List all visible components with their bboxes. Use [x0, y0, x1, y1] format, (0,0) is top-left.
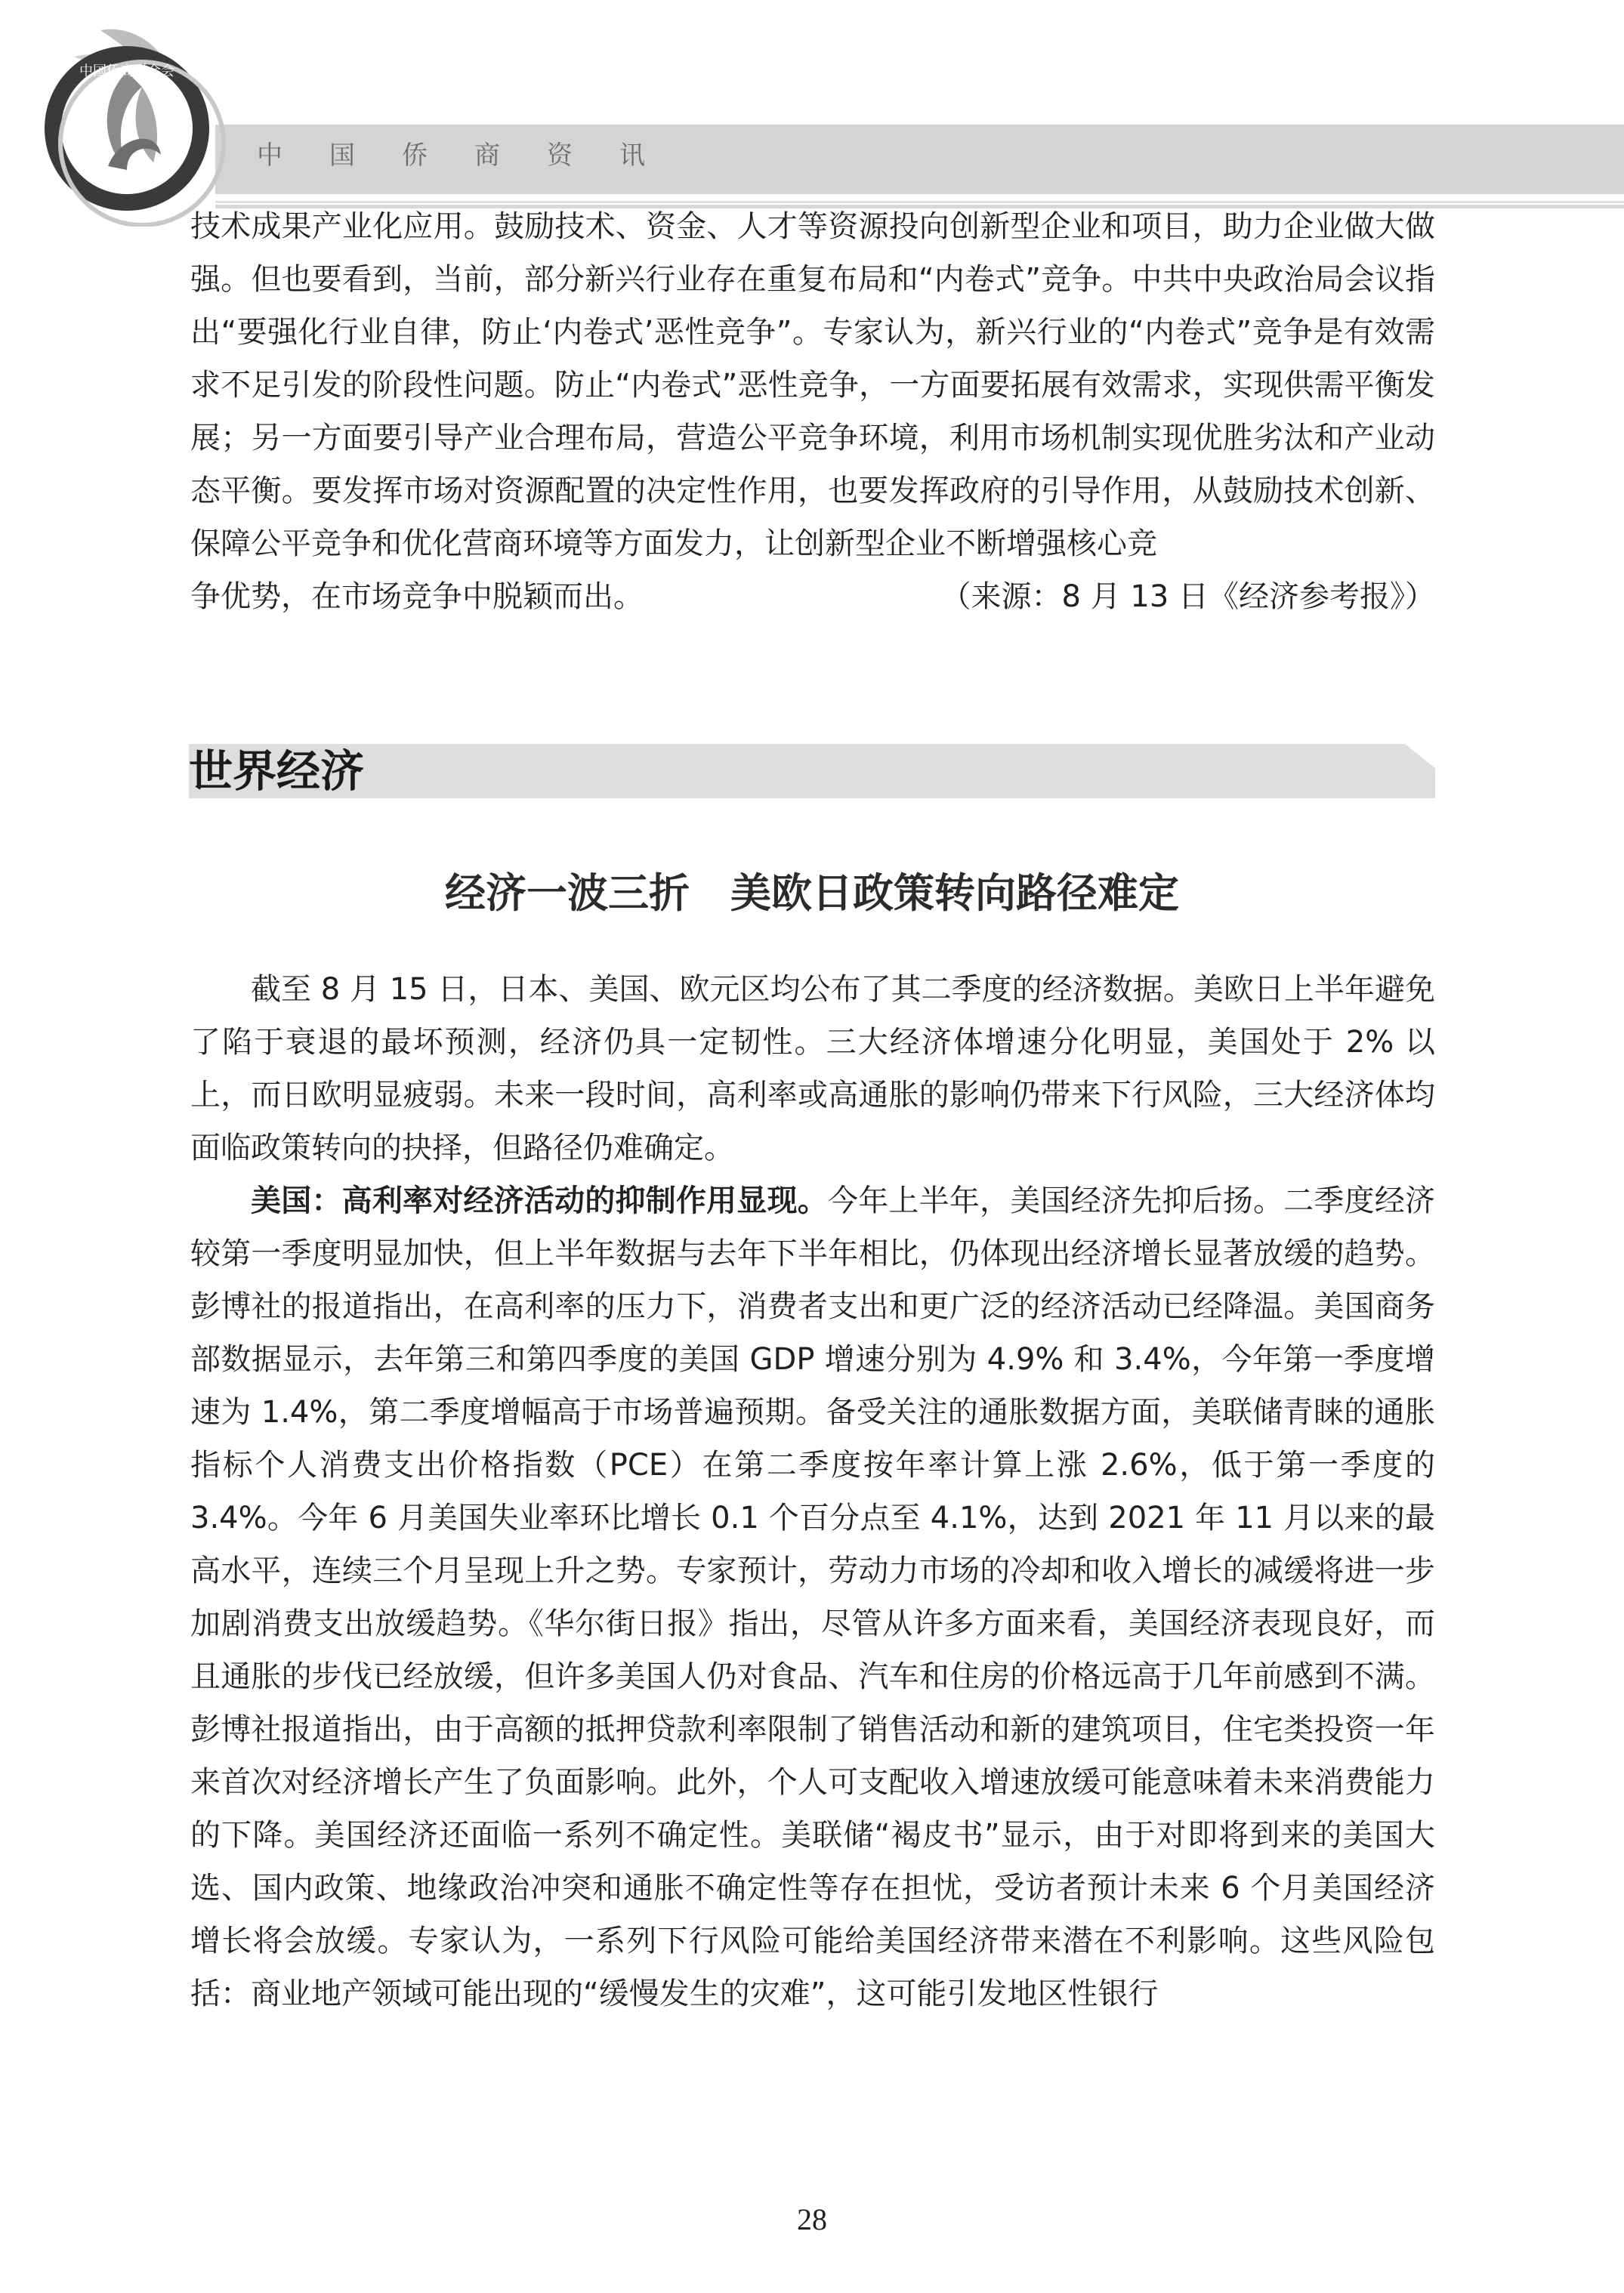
paragraph-text: 截至 8 月 15 日，日本、美国、欧元区均公布了其二季度的经济数据。美欧日上半年避免了陷于衰退的最坏预测，经济仍具一定韧性。三大经济体增速分化明显，美国处于 2% 以上，而日欧明显疲弱。未来一段时间，高利率或高通胀的影响仍带来下行风险，三大经济体均面临政策转向的抉择，但路径仍难确定。: [190, 972, 1435, 1165]
article-paragraph: [190, 1174, 1435, 2020]
logo-icon: [29, 15, 240, 227]
section-bar: [189, 744, 1435, 798]
continued-article-text: 技术成果产业化应用。鼓励技术、资金、人才等资源投向创新型企业和项目，助力企业做大做强。但也要看到，当前，部分新兴行业存在重复布局和“内卷式”竞争。中共中央政治局会议指出“要强化行业自律，防止‘内卷式’恶性竞争”。专家认为，新兴行业的“内卷式”竞争是有效需求不足引发的阶段性问题。防止“内卷式”恶性竞争，一方面要拓展有效需求，实现供需平衡发展；另一方面要引导产业合理布局，营造公平竞争环境，利用市场机制实现优胜劣汰和产业动态平衡。要发挥市场对资源配置的决定性作用，也要发挥政府的引导作用，从鼓励技术创新、保障公平竞争和优化营商环境等方面发力，让创新型企业不断增强核心竞: [190, 209, 1435, 561]
continued-article: [190, 200, 1435, 623]
source-line: [190, 570, 1435, 623]
continued-article-last-line: 争优势，在市场竞争中脱颖而出。: [190, 579, 644, 614]
publication-title: 中国侨商资讯: [257, 140, 692, 171]
paragraph-text: 今年上半年，美国经济先抑后扬。二季度经济较第一季度明显加快，但上半年数据与去年下半年相比，仍体现出经济增长显著放缓的趋势。彭博社的报道指出，在高利率的压力下，消费者支出和更广泛的经济活动已经降温。美国商务部数据显示，去年第三和第四季度的美国 GDP 增速分别为 4.9% 和 3.4%，今年第一季度增速为 1.4%，第二季度增幅高于市场普遍预期。备受关注的通胀数据方面，美联储青睐的通胀指标个人消费支出价格指数（PCE）在第二季度按年率计算上涨 2.6%，低于第一季度的 3.4%。今年 6 月美国失业率环比增长 0.1 个百分点至 4.1%，达到 2021 年 11 月以来的最高水平，连续三个月呈现上升之势。专家预计，劳动力市场的冷却和收入增长的减缓将进一步加剧消费支出放缓趋势。《华尔街日报》指出，尽管从许多方面来看，美国经济表现良好，而且通胀的步伐已经放缓，但许多美国人仍对食品、汽车和住房的价格远高于几年前感到不满。彭博社报道指出，由于高额的抵押贷款利率限制了销售活动和新的建筑项目，住宅类投资一年来首次对经济增长产生了负面影响。此外，个人可支配收入增速放缓可能意味着未来消费能力的下降。美国经济还面临一系列不确定性。美联储“褐皮书”显示，由于对即将到来的美国大选、国内政策、地缘政治冲突和通胀不确定性等存在担忧，受访者预计未来 6 个月美国经济增长将会放缓。专家认为，一系列下行风险可能给美国经济带来潜在不利影响。这些风险包括：商业地产领域可能出现的“缓慢发生的灾难”，这可能引发地区性银行: [190, 1184, 1435, 2011]
logo-text: 中国侨商联合会: [79, 63, 174, 79]
article-title-part2: 美欧日政策转向路径难定: [730, 869, 1179, 917]
source-citation: （来源：8 月 13 日《经济参考报》）: [940, 579, 1435, 614]
article-title-part1: 经济一波三折: [445, 869, 690, 917]
article-paragraph: [190, 963, 1435, 1174]
article-title: [0, 861, 1624, 919]
paragraph-lead: 美国：高利率对经济活动的抑制作用显现。: [251, 1184, 828, 1218]
article-body: [190, 963, 1435, 2020]
page-number: 28: [797, 2202, 827, 2236]
section-title: 世界经济: [189, 745, 365, 797]
